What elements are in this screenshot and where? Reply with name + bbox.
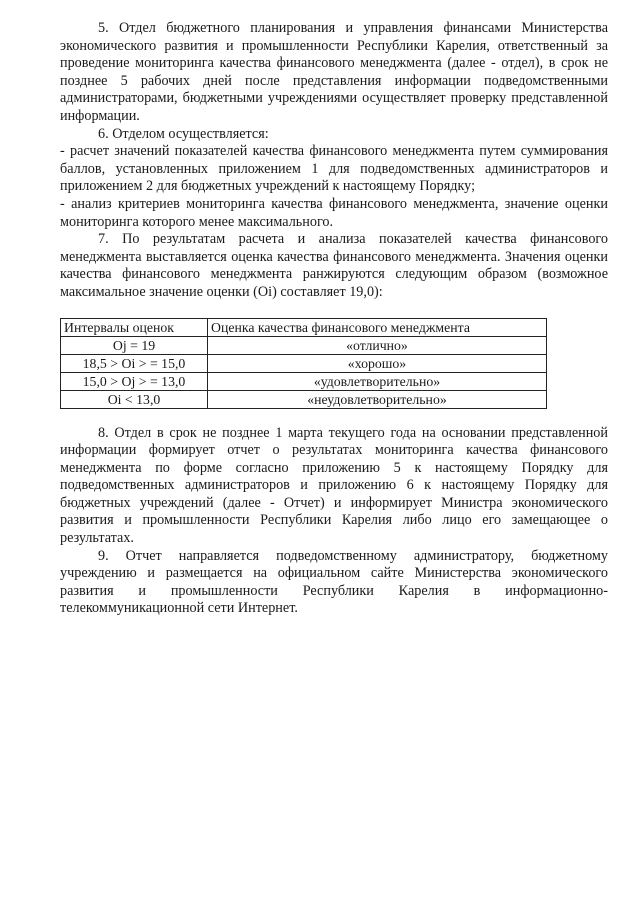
table-row [61,390,547,408]
paragraph-8: 8. Отдел в срок не позднее 1 марта текущего года на основании представленной информации формирует отчет о результатах мониторинга качества финансового менеджмента по форме согласно приложению 5 к настоящему Порядку для подведомственных администраторов и приложению 6 к настоящему Порядку для бюджетных учреждений (далее - Отчет) и информирует Министра экономического развития и промышленности Республики Карелия либо лицо его замещающее о результатах. [60,424,608,547]
table-row [61,354,547,372]
paragraph-6-item-calc: - расчет значений показателей качества финансового менеджмента путем суммирования баллов, установленных приложением 1 для подведомственных администраторов и приложением 2 для бюджетных учреждений к настоящему Порядку; [60,143,608,195]
document-page [60,20,608,618]
interval-cell: 18,5 > Oi > = 15,0 [61,354,208,372]
paragraph-7: 7. По результатам расчета и анализа показателей качества финансового менеджмента выставляется оценка качества финансового менеджмента. Значения оценки качества финансового менеджмента ранжируются следующим образом (возможное максимальное значение оценки (Oi) составляет 19,0): [60,231,608,300]
header-rating: Оценка качества финансового менеджмента [208,318,547,336]
table-row [61,372,547,390]
paragraph-6: 6. Отделом осуществляется: [98,125,269,142]
paragraph-9: 9. Отчет направляется подведомственному администратору, бюджетному учреждению и размещается на официальном сайте Министерства экономического развития и промышленности Республики Карелия в информационно-телекоммуникационной сети Интернет. [60,547,608,617]
rating-cell: «хорошо» [208,354,547,372]
rating-cell: «неудовлетворительно» [208,390,547,408]
interval-cell: Oj = 19 [61,336,208,354]
paragraph-6-item-analysis: - анализ критериев мониторинга качества финансового менеджмента, значение оценки мониторинга которого менее максимального. [60,195,608,230]
table-row [61,336,547,354]
interval-cell: 15,0 > Oj > = 13,0 [61,372,208,390]
paragraph-5: 5. Отдел бюджетного планирования и управления финансами Министерства экономического развития и промышленности Республики Карелия, ответственный за проведение мониторинга качества финансового менеджмента (далее - отдел), в срок не позднее 5 рабочих дней после представления информации подведомственными администраторами, бюджетными учреждениями осуществляет проверку представленной информации. [60,20,608,124]
rating-table [60,318,547,409]
rating-cell: «удовлетворительно» [208,372,547,390]
header-intervals: Интервалы оценок [61,318,208,336]
table-header-row [61,318,547,336]
interval-cell: Oi < 13,0 [61,390,208,408]
rating-cell: «отлично» [208,336,547,354]
